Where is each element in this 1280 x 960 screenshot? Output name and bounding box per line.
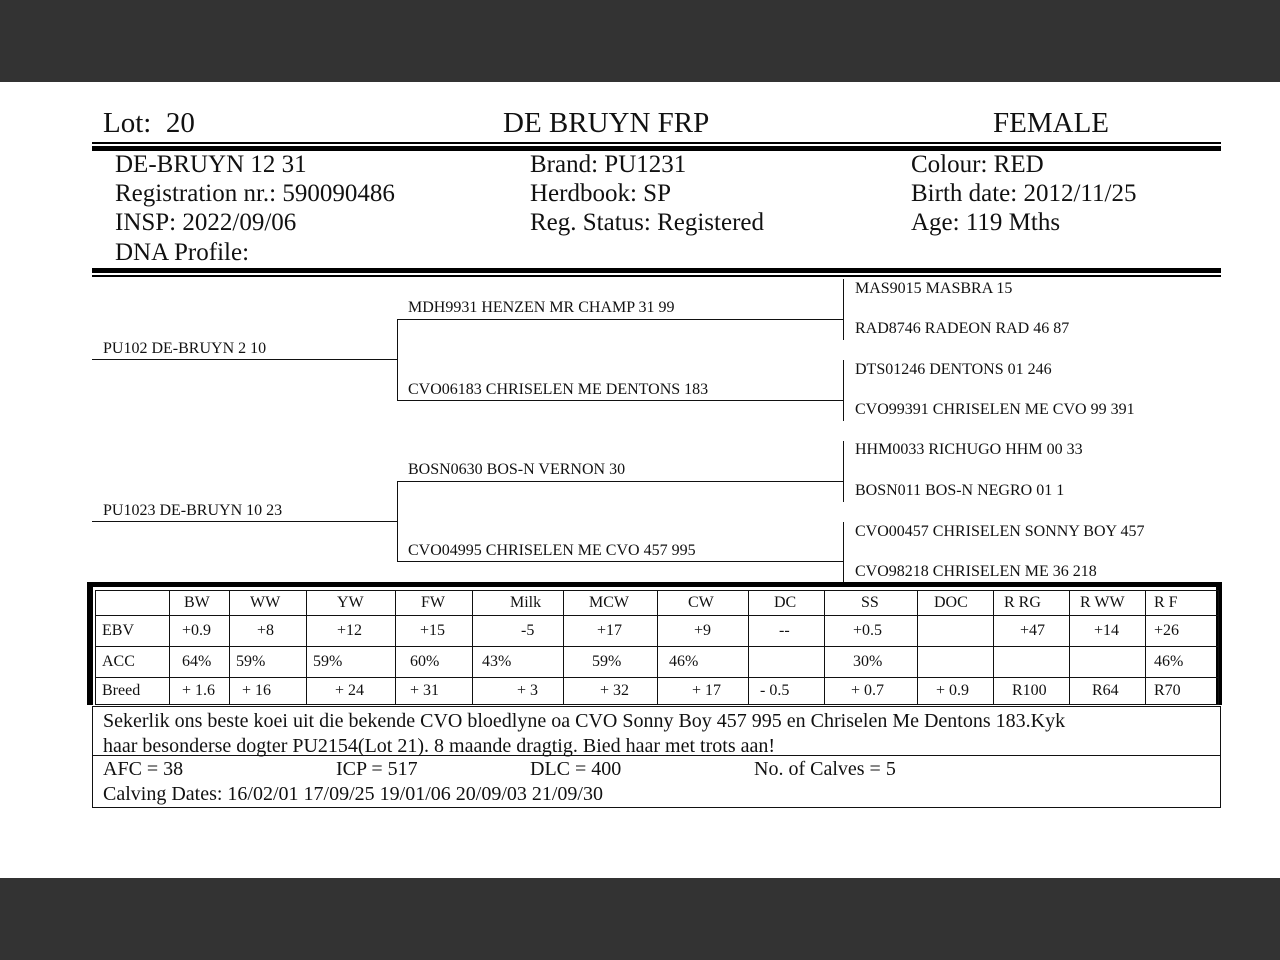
ebv-cell: + 1.6 [170, 678, 230, 705]
ebv-cell [1070, 647, 1146, 678]
ebv-cell [918, 647, 994, 678]
ebv-cell: + 31 [396, 678, 473, 705]
pedigree-line [843, 441, 844, 502]
ebv-header-cell: FW [396, 591, 473, 616]
no-of-calves: No. of Calves = 5 [754, 758, 896, 780]
pedigree-ggp: BOSN011 BOS-N NEGRO 01 1 [855, 482, 1065, 499]
animal-name: DE-BRUYN 12 31 [115, 151, 307, 178]
pedigree-ggp: CVO99391 CHRISELEN ME CVO 99 391 [855, 401, 1135, 418]
pedigree-line [397, 319, 843, 320]
ebv-cell: + 32 [564, 678, 658, 705]
ebv-header-cell: SS [825, 591, 918, 616]
pedigree-ggp: HHM0033 RICHUGO HHM 00 33 [855, 441, 1083, 458]
ebv-header-row [96, 591, 1219, 616]
pedigree-line [92, 521, 397, 522]
ebv-cell: 59% [230, 647, 307, 678]
ebv-cell: 30% [825, 647, 918, 678]
ebv-cell: +14 [1070, 616, 1146, 647]
owner-title: DE BRUYN FRP [503, 107, 710, 139]
ebv-row [96, 616, 1219, 647]
pedigree-line [397, 400, 843, 401]
registration-number: Registration nr.: 590090486 [115, 180, 395, 207]
ebv-cell: 59% [564, 647, 658, 678]
ebv-header-cell: R RG [994, 591, 1070, 616]
ebv-cell: 46% [658, 647, 749, 678]
ebv-cell: -5 [473, 616, 564, 647]
ebv-header-cell [96, 591, 170, 616]
ebv-cell: + 0.7 [825, 678, 918, 705]
lot-label: Lot: 20 [103, 107, 195, 139]
brand: Brand: PU1231 [530, 151, 687, 178]
ebv-header-cell: MCW [564, 591, 658, 616]
ebv-cell: +9 [658, 616, 749, 647]
header-rule-thin [92, 142, 1221, 144]
ebv-cell: - 0.5 [749, 678, 825, 705]
pedigree-line [843, 279, 844, 340]
top-bar [0, 0, 1280, 82]
ebv-row-label: Breed [96, 678, 170, 705]
ebv-cell: 46% [1146, 647, 1219, 678]
ebv-cell: + 17 [658, 678, 749, 705]
ebv-row-label: EBV [96, 616, 170, 647]
ebv-cell: 60% [396, 647, 473, 678]
ebv-cell: R70 [1146, 678, 1219, 705]
dna-profile: DNA Profile: [115, 239, 250, 266]
pedigree-line [397, 319, 398, 401]
sex-title: FEMALE [993, 107, 1109, 139]
ebv-cell: + 16 [230, 678, 307, 705]
ebv-cell: +0.5 [825, 616, 918, 647]
pedigree-ggp: DTS01246 DENTONS 01 246 [855, 361, 1052, 378]
ebv-cell: -- [749, 616, 825, 647]
herdbook: Herdbook: SP [530, 180, 671, 207]
insp-date: INSP: 2022/09/06 [115, 209, 297, 236]
lot-number: 20 [165, 107, 195, 139]
ebv-cell [918, 616, 994, 647]
pedigree-dam-sire: BOSN0630 BOS-N VERNON 30 [408, 461, 626, 478]
ebv-cell: + 0.9 [918, 678, 994, 705]
info-rule-thick [92, 268, 1221, 273]
comment-line-2: haar besonderse dogter PU2154(Lot 21). 8 maande dragtig. Bied haar met trots aan! [103, 735, 776, 757]
pedigree-sire-dam: CVO06183 CHRISELEN ME DENTONS 183 [408, 381, 709, 398]
ebv-cell: +8 [230, 616, 307, 647]
ebv-box-top [87, 582, 1222, 587]
ebv-header-cell: BW [170, 591, 230, 616]
pedigree-sire: PU102 DE-BRUYN 2 10 [103, 340, 267, 357]
reg-status: Reg. Status: Registered [530, 209, 764, 236]
colour: Colour: RED [911, 151, 1044, 178]
ebv-header-cell: WW [230, 591, 307, 616]
ebv-cell: +0.9 [170, 616, 230, 647]
pedigree-ggp: CVO98218 CHRISELEN ME 36 218 [855, 563, 1097, 580]
pedigree-ggp: RAD8746 RADEON RAD 46 87 [855, 320, 1070, 337]
acc-row [96, 647, 1219, 678]
ebv-cell: 43% [473, 647, 564, 678]
ebv-header-cell: DC [749, 591, 825, 616]
ebv-header-cell: YW [307, 591, 396, 616]
dlc: DLC = 400 [530, 758, 622, 780]
pedigree-dam: PU1023 DE-BRUYN 10 23 [103, 502, 283, 519]
ebv-cell: +17 [564, 616, 658, 647]
ebv-cell [749, 647, 825, 678]
birth-date: Birth date: 2012/11/25 [911, 180, 1137, 207]
info-rule-thin [92, 275, 1221, 277]
comment-line-1: Sekerlik ons beste koei uit die bekende CVO bloedlyne oa CVO Sonny Boy 457 995 en Chriselen Me Dentons 183.Kyk [103, 710, 1066, 732]
ebv-cell: +12 [307, 616, 396, 647]
pedigree-line [92, 359, 397, 360]
ebv-cell [994, 647, 1070, 678]
ebv-header-cell: R WW [1070, 591, 1146, 616]
ebv-header-cell: CW [658, 591, 749, 616]
ebv-cell: 64% [170, 647, 230, 678]
pedigree-line [397, 481, 843, 482]
age: Age: 119 Mths [911, 209, 1061, 236]
ebv-header-cell: Milk [473, 591, 564, 616]
ebv-table [95, 590, 1219, 705]
ebv-cell: +47 [994, 616, 1070, 647]
pedigree-ggp: CVO00457 CHRISELEN SONNY BOY 457 [855, 523, 1145, 540]
pedigree-line [843, 360, 844, 421]
ebv-header-cell: R F [1146, 591, 1219, 616]
ebv-cell: R64 [1070, 678, 1146, 705]
ebv-cell: +15 [396, 616, 473, 647]
pedigree-sire-sire: MDH9931 HENZEN MR CHAMP 31 99 [408, 299, 675, 316]
calving-dates: Calving Dates: 16/02/01 17/09/25 19/01/06 20/09/03 21/09/30 [103, 783, 603, 805]
ebv-row-label: ACC [96, 647, 170, 678]
stats-box [92, 756, 1221, 808]
icp: ICP = 517 [336, 758, 418, 780]
pedigree-ggp: MAS9015 MASBRA 15 [855, 280, 1013, 297]
ebv-box-left [87, 583, 93, 705]
ebv-cell: + 3 [473, 678, 564, 705]
ebv-cell: + 24 [307, 678, 396, 705]
afc: AFC = 38 [103, 758, 184, 780]
ebv-cell: R100 [994, 678, 1070, 705]
bottom-bar [0, 878, 1280, 960]
ebv-header-cell: DOC [918, 591, 994, 616]
pedigree-line [397, 481, 398, 562]
ebv-cell: 59% [307, 647, 396, 678]
comment-box [92, 706, 1221, 756]
pedigree-line [843, 522, 844, 583]
pedigree-line [397, 561, 843, 562]
ebv-cell: +26 [1146, 616, 1219, 647]
pedigree-dam-dam: CVO04995 CHRISELEN ME CVO 457 995 [408, 542, 696, 559]
breed-row [96, 678, 1219, 705]
